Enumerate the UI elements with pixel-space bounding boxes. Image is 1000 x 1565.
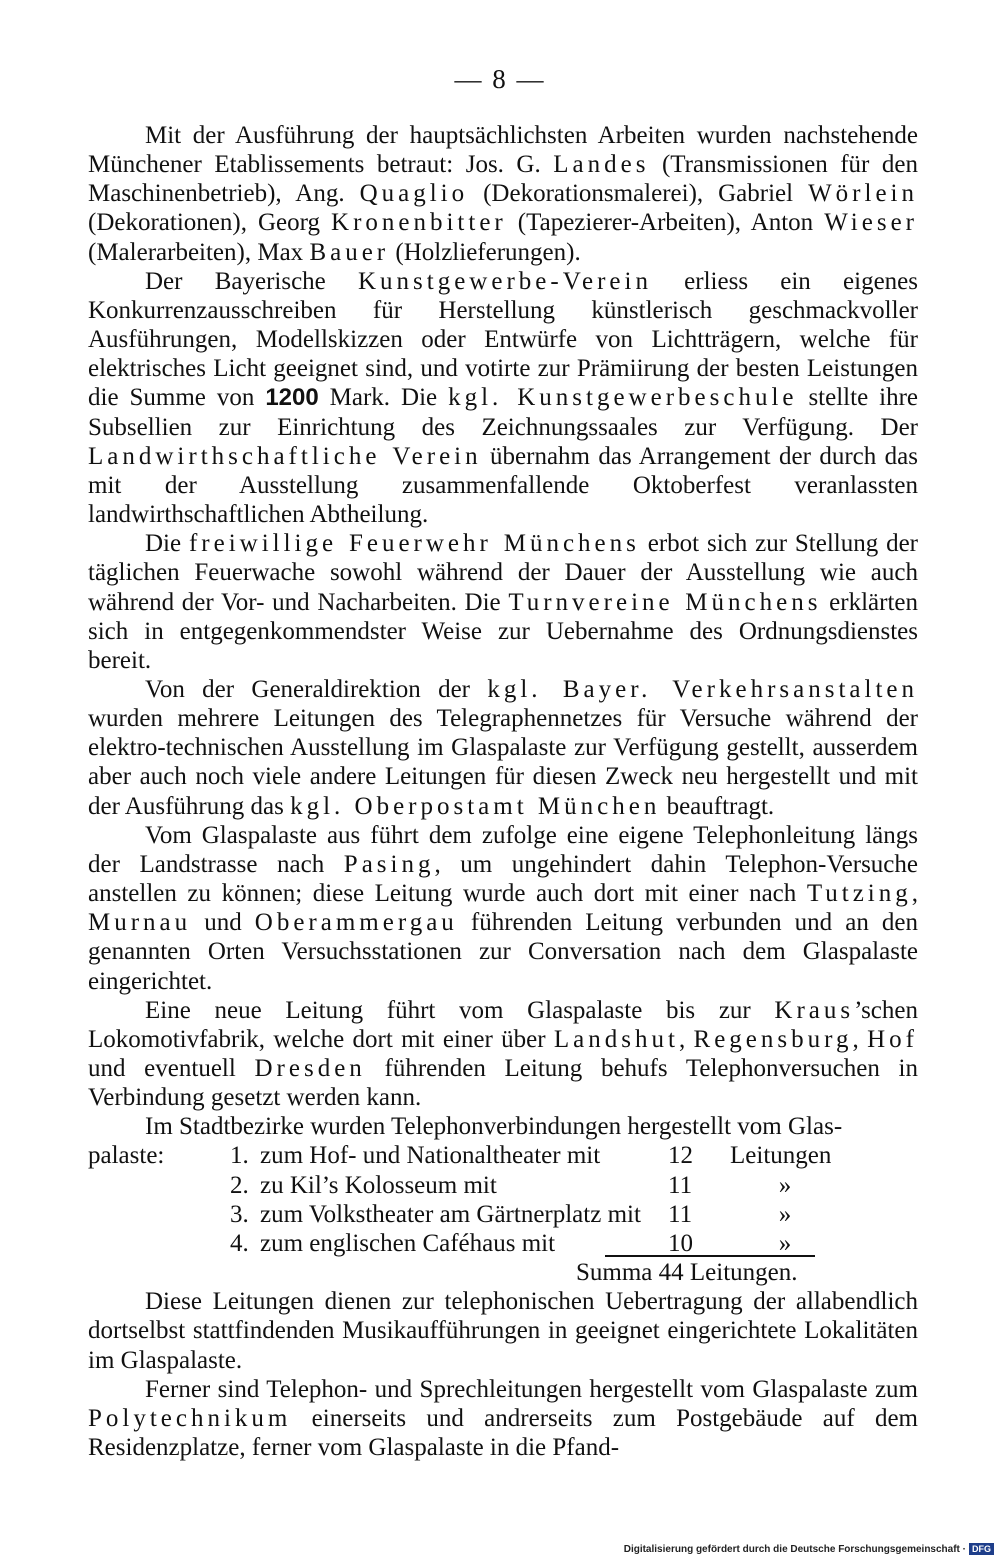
spaced-name: Wörlein <box>808 180 918 208</box>
text-run: (Dekorationsmalerei), Gabriel <box>468 180 809 208</box>
paragraph-2 <box>88 267 918 529</box>
text-run: erliess ein eigenes Konkurrenzausschreiben für Herstellung künstlerisch geschmackvoller Ausführungen, Modellskizzen oder Entwürfe von Lichtträgern, welche für elektrisches Licht geeignet sind, und votirte zur Prämiirung der besten Leistungen die Summe von <box>88 267 918 412</box>
page-number: — 8 — <box>454 64 546 94</box>
text-run: Vom Glaspalaste aus führt dem zufolge eine eigene Telephonleitung längs der Landstrasse nach <box>88 821 918 878</box>
spaced-name: Murnau <box>88 909 192 937</box>
spaced-name: Wieser <box>824 209 918 237</box>
text-run: Mark. Die <box>318 384 449 412</box>
spaced-name: Quaglio <box>359 180 469 208</box>
spaced-name: Bauer <box>309 238 390 266</box>
list-item-number: 1. <box>230 1142 249 1170</box>
text-run: (Holzlieferungen). <box>389 238 581 266</box>
spaced-name: Kraus <box>774 996 855 1024</box>
paragraph-4 <box>88 675 918 821</box>
text-run: Eine neue Leitung führt vom Glaspalaste bis zur <box>145 996 775 1024</box>
spaced-name: Oberammergau <box>254 909 458 937</box>
text-run: erbot sich zur Stellung der täglichen Feuerwache sowohl während der Dauer der Ausstellung wie auch während der Vor- und Nacharbeiten. Die <box>88 530 918 616</box>
list-item-count: 12 <box>668 1142 693 1170</box>
text-run: Ferner sind Telephon- und Sprechleitungen hergestellt vom Glaspalaste zum <box>145 1375 918 1403</box>
text-run: und eventuell <box>88 1055 255 1082</box>
list-item-count: 11 <box>668 1171 693 1199</box>
text-run: und <box>191 909 255 937</box>
text-run: (Dekorationen), Georg <box>88 209 332 237</box>
list-item <box>88 1200 918 1229</box>
list-item-count: 11 <box>668 1200 693 1228</box>
list-item-unit: Leitungen <box>730 1142 832 1170</box>
list-item-text: zum Volkstheater am Gärtnerplatz mit <box>260 1200 641 1228</box>
text-run: (Malerarbeiten), Max <box>88 238 310 266</box>
list-item-number: 3. <box>230 1200 249 1228</box>
connections-list <box>88 1112 918 1287</box>
text-run: beauftragt. <box>660 792 775 820</box>
text-run: Mit der Ausführung der hauptsächlichsten Arbeiten wurden nachstehende Münchener Etablissements betraut: Jos. G. <box>88 122 918 179</box>
list-item-number: 4. <box>230 1229 249 1257</box>
text-run: Der Bayerische <box>145 267 358 295</box>
bold-number: 1200 <box>265 384 319 412</box>
dfg-logo: DFG <box>969 1543 994 1555</box>
text-run: , <box>678 1025 694 1053</box>
list-item-unit: » <box>778 1200 792 1228</box>
list-item <box>88 1141 918 1170</box>
spaced-name: Landes <box>553 151 650 179</box>
spaced-name: Tutzing <box>806 880 912 908</box>
text-run: übernahm das Arrangement der durch das mit der Ausstellung zusammenfallende Oktoberfest veranlassten landwirthschaftlichen Abtheilung. <box>88 442 918 529</box>
text-run: , <box>852 1025 868 1053</box>
credit-text: Digitalisierung gefördert durch die Deutsche Forschungsgemeinschaft · <box>623 1544 966 1555</box>
list-item-text: zu Kil’s Kolosseum mit <box>260 1171 497 1199</box>
paragraph-3 <box>88 529 918 675</box>
list-item-text: zum englischen Caféhaus mit <box>260 1229 556 1257</box>
text-run: , <box>911 880 918 908</box>
text-run: (Transmissionen für den Maschinenbetrieb), Ang. <box>88 151 918 208</box>
list-lead: palaste: <box>88 1142 165 1170</box>
text-run: Von der Generaldirektion der <box>145 675 488 703</box>
spaced-name: Turnvereine Münchens <box>508 588 822 616</box>
spaced-name: Hof <box>867 1025 918 1053</box>
text-run: (Tapezierer-Arbeiten), Anton <box>506 209 825 237</box>
text-run: erklärten sich in entgegenkommendster Weise zur Uebernahme des Ordnungsdienstes bereit. <box>88 588 918 674</box>
text-run: , um ungehindert dahin Telephon-Versuche anstellen zu können; diese Leitung wurde auch dort mit einer nach <box>88 850 918 908</box>
text-run: einerseits und andrerseits zum Postgebäude auf dem Residenzplatze, ferner vom Glaspalaste in die Pfand- <box>88 1404 918 1461</box>
paragraph-8 <box>88 1375 918 1462</box>
spaced-name: Regensburg <box>693 1025 853 1053</box>
text-run: führenden Leitung verbunden und an den genannten Orten Versuchsstationen zur Conversation nach dem Glaspalaste eingerichtet. <box>88 909 918 995</box>
list-item-unit: » <box>778 1229 792 1257</box>
text-run: Die <box>145 530 189 558</box>
paragraph-6 <box>88 996 918 1113</box>
spaced-name: Kronenbitter <box>331 209 507 237</box>
list-item-text: zum Hof- und Nationaltheater mit <box>260 1142 601 1170</box>
paragraph-7 <box>88 1287 918 1374</box>
text-run: führenden Leitung behufs Telephonversuchen in Verbindung gesetzt werden kann. <box>88 1055 918 1112</box>
spaced-name: Polytechnikum <box>88 1404 292 1432</box>
spaced-name: Dresden <box>254 1055 366 1082</box>
text-run: stellte ihre Subsellien zur Einrichtung des Zeichnungssaales zur Verfügung. Der <box>88 384 918 441</box>
list-intro: Im Stadtbezirke wurden Telephonverbindungen hergestellt vom Glas- <box>145 1113 843 1141</box>
list-item-count: 10 <box>668 1229 693 1257</box>
list-item-number: 2. <box>230 1171 249 1199</box>
list-item <box>88 1229 918 1258</box>
paragraph-1 <box>88 121 918 267</box>
spaced-name: Landshut <box>553 1025 679 1053</box>
spaced-name: Landwirthschaftliche Verein <box>88 442 482 470</box>
spaced-name: kgl. Oberpostamt München <box>290 792 661 820</box>
list-total: Summa 44 Leitungen. <box>576 1259 798 1287</box>
text-run: Diese Leitungen dienen zur telephonischen Uebertragung der allabendlich dortselbst stattfindenden Musikaufführungen in geeignet eingerichtete Lokalitäten im Glaspalaste. <box>88 1288 918 1374</box>
spaced-name: kgl. Bayer. Verkehrsanstalten <box>487 675 918 703</box>
digitization-credit <box>624 1543 994 1555</box>
spaced-name: kgl. Kunstgewerbeschule <box>448 384 798 412</box>
paragraph-5 <box>88 821 918 996</box>
text-run: wurden mehrere Leitungen des Telegraphennetzes für Versuche während der elektro-technischen Ausstellung im Glaspalaste zur Verfügung gestellt, ausserdem aber auch noch viele andere Leitungen für diesen Zweck neu hergestellt und mit der Ausführung das <box>88 705 918 820</box>
list-item <box>88 1171 918 1200</box>
text-run: ’schen Lokomotivfabrik, welche dort mit einer über <box>88 996 918 1053</box>
list-item-unit: » <box>778 1171 792 1199</box>
spaced-name: freiwillige Feuerwehr Münchens <box>188 530 640 558</box>
spaced-name: Pasing <box>343 850 435 878</box>
page-body <box>88 121 918 1462</box>
spaced-name: Kunstgewerbe-Verein <box>357 267 652 295</box>
